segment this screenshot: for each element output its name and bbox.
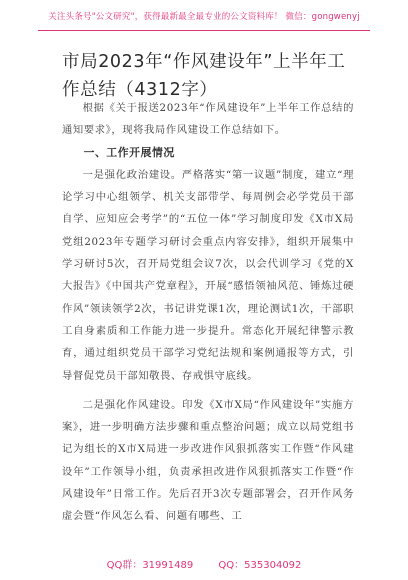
footer-qq-group: QQ群：31991489 bbox=[106, 560, 194, 571]
footer-contact bbox=[0, 556, 408, 571]
intro-paragraph: 根据《关于报送2023年“作风建设年”上半年工作总结的通知要求》，现将我局作风建设工作总结如下。 bbox=[62, 102, 354, 137]
header-banner: 关注头条号"公文研究"，获得最新最全最专业的公文资料库！ 微信：gongwenyj bbox=[48, 12, 360, 22]
document-body bbox=[62, 97, 354, 528]
section-heading: 一、工作开展情况 bbox=[83, 145, 175, 159]
footer-qq: QQ：535304092 bbox=[218, 560, 302, 571]
paragraph-political-building: 一是强化政治建设。严格落实“第一议题”制度，建立“理论学习中心组领学、机关支部带学、每周例会必学党员干部自学、应知应会考学”的“五位一体”学习制度印发《X市X局党组2023年专题学习研讨会重点内容安排》，组织开展集中学习研讨5次，召开局党组会议7次，以会代训学习《党的X大报告》《中国共产党章程》，开展“感悟领袖风范、锤炼过硬作风”领读领学2次，书记讲党课1次，理论测试1次，干部职工自身素质和工作能力进一步提升。常态化开展纪律警示教育，通过组织党员干部学习党纪法规和案例通报等方式，引导督促党员干部知敬畏、存戒惧守底线。 bbox=[62, 168, 354, 382]
paragraph-style-building: 二是强化作风建设。印发《X市X局“作风建设年”实施方案》，进一步明确方法步骤和重点整治问题；成立以局党组书记为组长的X市X局进一步改进作风狠抓落实工作暨“作风建设年”工作领导小组，负责承担改进作风狠抓落实工作暨“作风建设年”日常工作。先后召开3次专题部署会，召开作风务虚会暨“作风怎么看、问题有哪些、工 bbox=[62, 398, 354, 523]
header-divider bbox=[38, 30, 370, 31]
document-title: 市局2023年“作风建设年”上半年工作总结（4312字） bbox=[62, 52, 346, 100]
